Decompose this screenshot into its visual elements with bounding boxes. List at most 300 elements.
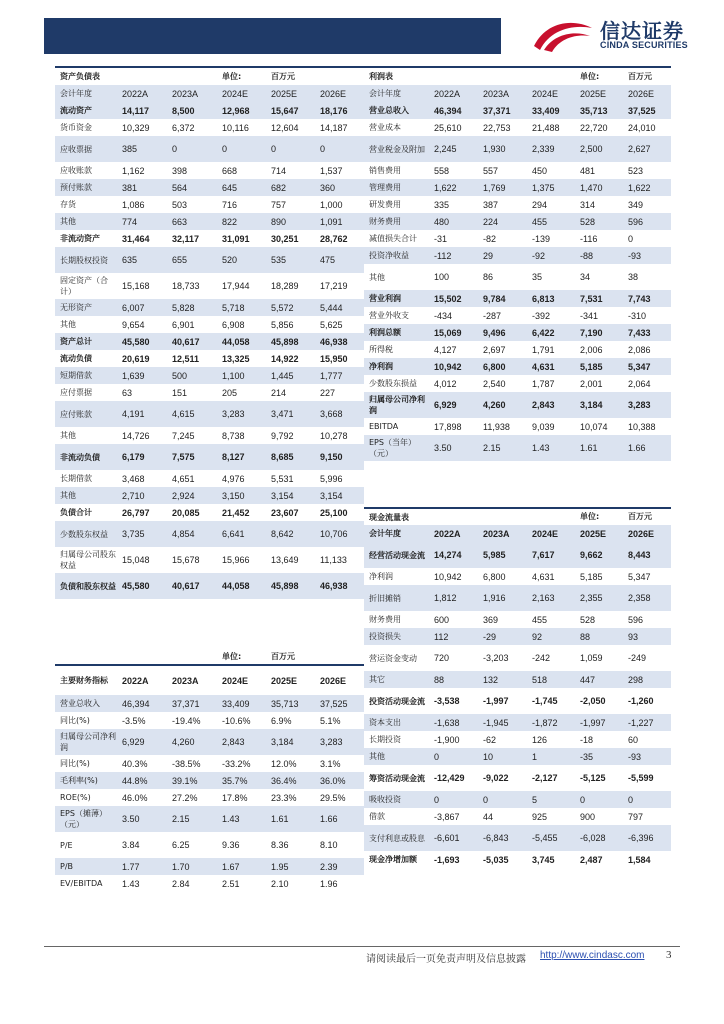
cell-value: 596 [623,213,671,230]
cell-value: 387 [483,199,499,210]
cell-value: -88 [575,247,623,264]
row-label: 少数股东权益 [55,521,117,547]
row-label: 折旧摊销 [364,585,429,611]
cell-value: 46,394 [117,695,167,712]
cell-value: 2.84 [172,878,190,889]
cell-value: 7,575 [167,444,217,470]
cell-value: 36.4% [266,772,315,789]
cinda-logo [532,14,702,54]
year-label: 会计年度 [364,85,429,102]
table-row [55,333,364,350]
cell-value: 4,260 [167,729,217,755]
row-label: 财务费用 [364,213,429,230]
cell-value: 6,641 [217,521,266,547]
cell-value: 3,735 [117,521,167,547]
cell-value: 15,678 [172,555,200,565]
row-label: 货币资金 [60,123,92,132]
cell-value: 45,580 [117,573,167,599]
cell-value: 714 [271,165,287,176]
cell-value: 2,924 [167,487,217,504]
cell-value: 132 [478,671,527,688]
table-row [55,875,364,892]
cell-value: -1,872 [527,714,575,731]
row-label: 其他 [364,748,429,765]
cell-value: 40,617 [167,333,217,350]
row-label: 归属母公司净利润 [364,392,429,418]
cell-value: 11,133 [320,555,347,565]
row-label: 应付账款 [55,401,117,427]
income-statement-body [364,85,671,461]
cell-value: 46,938 [315,573,364,599]
cell-value: 720 [434,653,450,663]
cell-value: 6,908 [222,319,245,330]
row-label: 其它 [364,671,429,688]
cell-value: 335 [434,199,450,210]
cell-value: 294 [532,199,548,210]
cell-value: 6,007 [117,299,167,316]
cell-value: -6,396 [623,825,671,851]
key-indicators-unit-label: 单位: [222,651,242,661]
row-label: 归属母公司净利润 [55,729,117,755]
cell-value: 8,500 [167,102,217,119]
year-header: 2025E [266,665,315,695]
cell-value: 398 [172,165,188,176]
cell-value: 7,531 [575,290,623,307]
cell-value: 3,668 [315,401,364,427]
cell-value: -2,050 [580,696,606,706]
cell-value: 1,000 [320,199,343,210]
cell-value: 32,117 [172,233,200,244]
cell-value: 5,625 [320,319,343,330]
row-label: 预付账款 [55,179,117,196]
cell-value: 925 [532,811,548,822]
cell-value: 25,100 [320,507,348,518]
cell-value: 3,154 [315,487,364,504]
cell-value: 2,627 [623,136,671,162]
table-row [55,427,364,444]
row-label: 其他 [60,431,76,440]
cell-value: 6.25 [172,840,190,850]
cell-value: 126 [532,734,548,745]
cell-value: 1,375 [527,179,575,196]
cash-flow-title-row [364,508,671,525]
cell-value: 31,091 [222,233,250,244]
row-label: 非流动资产 [60,234,100,243]
row-label: 营业外收支 [369,311,409,320]
row-label: 其他 [369,272,385,282]
key-indicators-title: 主要财务指标 [55,665,117,695]
cell-value: 14,187 [320,122,348,133]
cell-value: 3.50 [117,806,167,832]
cell-value: -18 [580,734,594,745]
row-label: 吸收投资 [364,791,429,808]
row-label: 长期投资 [369,735,401,744]
cell-value: 3,471 [266,401,315,427]
table-row [55,729,364,755]
cell-value: 5,185 [580,571,603,582]
footer-website-link[interactable]: http://www.cindasc.com [540,950,645,961]
row-label: 支付利息或股息 [364,825,429,851]
table-row [55,806,364,832]
cell-value: 5,572 [266,299,315,316]
table-row [55,401,364,427]
cell-value: 27.2% [172,792,198,803]
row-label: ROE(%) [60,793,91,802]
cell-value: 0 [429,791,478,808]
cell-value: 2,339 [527,136,575,162]
table-row [364,748,671,765]
cell-value: -5,599 [628,773,654,783]
cell-value: 6,929 [117,729,167,755]
cell-value: 480 [429,213,478,230]
key-indicators-unit-value: 百万元 [271,651,295,661]
cell-value: -92 [527,247,575,264]
table-row [55,230,364,247]
cell-value: 7,245 [172,430,195,441]
cell-value: 1,445 [266,367,315,384]
table-row [55,858,364,875]
cell-value: 0 [628,233,634,244]
cell-value: 0 [623,791,671,808]
table-row [55,119,364,136]
cell-value: 4,127 [434,344,457,355]
row-label: 投资活动现金流 [369,696,425,706]
year-header-row [364,525,671,542]
year-header: 2026E [623,85,671,102]
cell-value: 4,191 [117,401,167,427]
year-header: 2025E [575,85,623,102]
table-row [55,521,364,547]
cell-value: 1,470 [575,179,623,196]
row-label: EPS（当年）（元） [364,435,429,461]
table-row [364,290,671,307]
cell-value: -6,028 [575,825,623,851]
cell-value: 36.0% [315,772,364,789]
cell-value: 38 [628,272,639,282]
footer-divider [44,946,680,947]
cell-value: 2.15 [167,806,217,832]
cell-value: 518 [527,671,575,688]
cell-value: 381 [117,179,167,196]
cell-value: 5,444 [315,299,364,316]
table-row [364,375,671,392]
cell-value: -9,022 [483,773,509,783]
cell-value: 33,409 [527,102,575,119]
row-label: P/B [55,858,117,875]
cell-value: 2,843 [217,729,266,755]
cell-value: 11,938 [483,421,510,432]
balance-sheet-title: 资产负债表 [55,67,117,85]
cell-value: -3,538 [434,696,460,706]
table-row [364,418,671,435]
table-row [55,789,364,806]
cell-value: 5,856 [271,319,294,330]
table-row [55,755,364,772]
cell-value: 635 [117,247,167,273]
cell-value: 0 [575,791,623,808]
cell-value: 369 [483,614,499,625]
cell-value: 18,176 [315,102,364,119]
cell-value: 2,358 [623,585,671,611]
table-row [364,264,671,290]
cell-value: 450 [532,165,548,176]
cell-value: 37,525 [315,695,364,712]
cell-value: -29 [478,628,527,645]
key-indicators-table [55,649,364,892]
cell-value: 214 [271,387,287,398]
income-statement-table [364,66,671,461]
cell-value: 1,916 [478,585,527,611]
cell-value: 1 [527,748,575,765]
cell-value: 14,274 [429,542,478,568]
table-row [364,435,671,461]
row-label: 长期股权投资 [55,247,117,273]
year-header: 2024E [217,665,266,695]
cell-value: 3,150 [217,487,266,504]
cell-value: -31 [434,233,448,244]
cell-value: 716 [222,199,238,210]
row-label: 固定资产（合计） [60,276,108,296]
cell-value: -1,693 [434,854,460,865]
row-label: 非流动负债 [55,444,117,470]
table-row [364,731,671,748]
cell-value: 8,127 [217,444,266,470]
row-label: 营业税金及附加 [364,136,429,162]
cell-value: 12,604 [271,122,299,133]
table-row [55,504,364,521]
row-label: 管理费用 [364,179,429,196]
cell-value: 500 [167,367,217,384]
cell-value: 0 [217,136,266,162]
cell-value: 596 [628,614,644,625]
cell-value: 1,537 [320,165,343,176]
cell-value: 4,631 [532,571,555,582]
table-row [364,671,671,688]
cell-value: -392 [532,310,551,321]
table-row [55,573,364,599]
cell-value: 44 [483,811,494,822]
row-label: 经营活动现金流 [364,542,429,568]
cell-value: 5.1% [320,715,341,726]
cell-value: -93 [623,748,671,765]
year-label: 会计年度 [364,525,429,542]
row-label: EPS（摊薄）（元） [55,806,117,832]
table-row [55,487,364,504]
row-label: 毛利率(%) [55,772,117,789]
cell-value: -5,455 [527,825,575,851]
cell-value: -1,997 [483,696,509,706]
cell-value: 151 [172,387,188,398]
cell-value: 10,942 [429,358,478,375]
cell-value: 6,813 [527,290,575,307]
cash-flow-title: 现金流量表 [364,508,429,525]
income-statement-title: 利润表 [364,67,429,85]
cell-value: 7,617 [527,542,575,568]
table-row [55,316,364,333]
cell-value: 2,355 [575,585,623,611]
table-row [364,808,671,825]
cell-value: -3,867 [434,811,460,822]
cell-value: 112 [429,628,478,645]
cell-value: 360 [315,179,364,196]
row-label: 净利润 [369,572,393,581]
cell-value: 682 [266,179,315,196]
cell-value: 1,639 [117,367,167,384]
cell-value: 1.96 [320,878,338,889]
cell-value: 14,922 [271,353,299,364]
row-label: 少数股东损益 [369,379,417,388]
cell-value: 9,784 [478,290,527,307]
balance-sheet-title-row [55,67,364,85]
cell-value: 523 [628,165,644,176]
cell-value: 2,710 [117,487,167,504]
cell-value: 3.50 [429,435,478,461]
cell-value: 528 [575,213,623,230]
cell-value: 8,642 [266,521,315,547]
row-label: 所得税 [369,345,393,354]
cell-value: 15,647 [266,102,315,119]
cell-value: 774 [117,213,167,230]
cell-value: 39.1% [167,772,217,789]
year-header: 2023A [167,85,217,102]
cell-value: -2,127 [532,773,558,783]
row-label: EV/EBITDA [60,879,103,888]
year-header: 2023A [167,665,217,695]
cell-value: 10,388 [628,421,656,432]
cell-value: 6,929 [429,392,478,418]
cell-value: 4,012 [434,378,457,389]
cell-value: 88 [429,671,478,688]
header-band [44,18,501,54]
cell-value: 1.95 [266,858,315,875]
cell-value: -6,843 [478,825,527,851]
cell-value: 40.3% [122,758,148,769]
cell-value: -38.5% [172,758,201,769]
cell-value: 0 [478,791,527,808]
cell-value: 35.7% [217,772,266,789]
cell-value: 558 [434,165,450,176]
cell-value: 5,828 [167,299,217,316]
cell-value: 298 [623,671,671,688]
row-label: 营业总收入 [55,695,117,712]
cash-flow-unit-label: 单位: [575,508,623,525]
cell-value: 2,163 [527,585,575,611]
cell-value: 45,898 [266,333,315,350]
cell-value: 2,540 [483,378,506,389]
cell-value: 22,753 [483,122,511,133]
cell-value: 5,531 [271,473,294,484]
cell-value: 645 [217,179,266,196]
footer-disclaimer: 请阅读最后一页免责声明及信息披露 [366,954,526,965]
cell-value: 797 [628,811,644,822]
table-row [364,324,671,341]
cell-value: 7,743 [623,290,671,307]
table-row [364,645,671,671]
row-label: 其他 [55,487,117,504]
cell-value: 1,091 [315,213,364,230]
cell-value: 1.43 [217,806,266,832]
cell-value: 30,251 [271,233,299,244]
cell-value: 34 [580,272,591,282]
cell-value: -249 [628,653,647,663]
cell-value: 92 [527,628,575,645]
cell-value: 227 [320,387,336,398]
table-row [364,358,671,375]
cell-value: 6,800 [483,571,506,582]
cell-value: 1,086 [122,199,145,210]
year-header: 2022A [117,85,167,102]
year-header: 2024E [527,525,575,542]
cell-value: 5,347 [628,571,651,582]
cell-value: 455 [532,614,548,625]
cell-value: 37,371 [478,102,527,119]
cell-value: 528 [580,614,596,625]
cell-value: 15,966 [222,555,250,565]
cell-value: -242 [532,653,551,663]
cell-value: 3,745 [532,854,555,865]
cell-value: 1,100 [217,367,266,384]
cell-value: 45,898 [266,573,315,599]
cell-value: 14,117 [117,102,167,119]
cell-value: 557 [483,165,499,176]
cell-value: 13,649 [271,555,299,565]
cell-value: 447 [575,671,623,688]
row-label: 资产总计 [55,333,117,350]
year-header: 2022A [429,525,478,542]
cell-value: 475 [315,247,364,273]
cell-value: 46.0% [122,792,148,803]
row-label: 无形资产 [55,299,117,316]
cell-value: 1.43 [527,435,575,461]
cell-value: 668 [222,165,238,176]
cell-value: 5 [527,791,575,808]
cell-value: 5,185 [575,358,623,375]
table-row [364,341,671,358]
table-row [364,688,671,714]
row-label: 营业成本 [369,123,401,132]
cell-value: -19.4% [172,715,201,726]
cell-value: 45,580 [117,333,167,350]
cell-value: 1.66 [623,435,671,461]
cell-value: 349 [628,199,644,210]
cell-value: 4,854 [167,521,217,547]
year-header: 2026E [315,665,364,695]
year-header: 2023A [478,525,527,542]
row-label: 短期借款 [55,367,117,384]
row-label: 其他 [55,213,117,230]
table-row [55,350,364,367]
cell-value: 100 [434,272,450,282]
row-label: 同比(%) [60,759,90,768]
cell-value: -10.6% [222,715,251,726]
cell-value: 1.43 [122,878,140,889]
cell-value: -1,638 [429,714,478,731]
cell-value: 1,812 [429,585,478,611]
cell-value: 3,283 [315,729,364,755]
cell-value: 2,697 [483,344,506,355]
cell-value: 2,001 [580,378,603,389]
table-row [55,136,364,162]
cell-value: 15,168 [122,281,150,291]
table-row [55,547,364,573]
cell-value: 20,619 [122,353,150,364]
cell-value: -112 [429,247,478,264]
cell-value: 26,797 [122,507,150,518]
cell-value: 1.61 [575,435,623,461]
cell-value: 17.8% [222,792,248,803]
cell-value: -35 [575,748,623,765]
cell-value: 15,950 [320,353,348,364]
